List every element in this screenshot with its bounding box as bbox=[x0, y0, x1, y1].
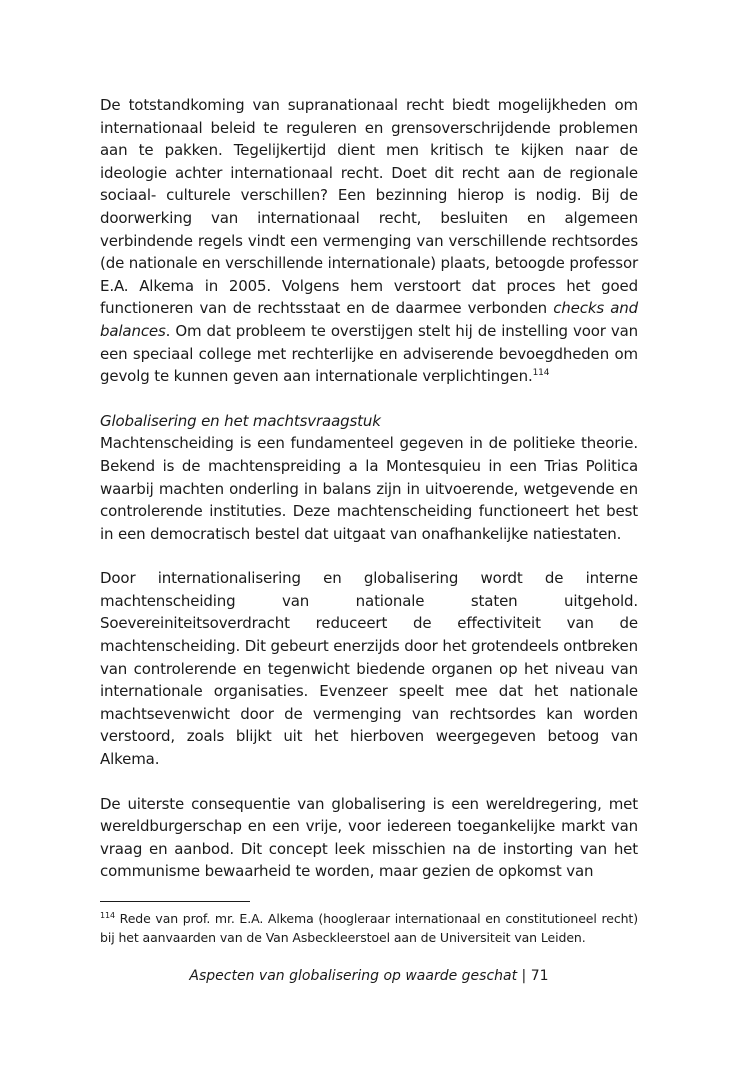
paragraph-world-government: De uiterste consequentie van globalisering is een wereldregering, met wereldburgerschap en een vrije, voor iedereen toegankelijke markt van vraag en aanbod. Dit concept leek misschien na de instorting van het communisme bewaarheid te worden, maar gezien de opkomst van bbox=[100, 794, 638, 881]
page-body bbox=[100, 94, 638, 883]
paragraph-separation-of-powers: Machtenscheiding is een fundamenteel gegeven in de politieke theorie. Bekend is de machtenspreiding a la Montesquieu in een Trias Politica waarbij machten onderling in balans zijn in uitvoerende, wetgevende en controlerende instituties. Deze machtenscheiding functioneert het best in een democratisch bestel dat uitgaat van onafhankelijke natiestaten. bbox=[100, 434, 638, 543]
footnote-number: 114 bbox=[100, 910, 115, 920]
running-title: Aspecten van globalisering op waarde geschat bbox=[189, 968, 518, 984]
paragraph-text-part-1: De totstandkoming van supranationaal recht biedt mogelijkheden om internationaal beleid te reguleren en grensoverschrijdende problemen aan te pakken. Tegelijkertijd dient men kritisch te kijken naar de ideologie achter internationaal recht. Doet dit recht aan de regionale sociaal- culturele verschillen? Een bezinning hierop is nodig. Bij de doorwerking van internationaal recht, besluiten en algemeen verbindende regels vindt een vermenging van verschillende rechtsordes (de nationale en verschillende internationale) plaats, betoogde professor E.A. Alkema in 2005. Volgens hem verstoort dat proces het goed functioneren van de rechtsstaat en de daarmee verbonden bbox=[100, 96, 638, 318]
paragraph-supranational-law bbox=[100, 94, 638, 388]
footnote bbox=[100, 910, 638, 947]
paragraph-spacer bbox=[100, 771, 638, 793]
footnote-divider bbox=[100, 901, 250, 902]
section-heading: Globalisering en het machtsvraagstuk bbox=[100, 411, 381, 430]
footnote-reference[interactable]: 114 bbox=[532, 368, 550, 379]
footnote-text: Rede van prof. mr. E.A. Alkema (hoogleraar internationaal en constitutioneel recht) bij het aanvaarden van de Van Asbeckleerstoel aan de Universiteit van Leiden. bbox=[100, 911, 638, 945]
paragraph-spacer bbox=[100, 545, 638, 567]
paragraph-internationalisation: Door internationalisering en globalisering wordt de interne machtenscheiding van nationale staten uitgehold. Soevereiniteitsoverdracht reduceert de effectiviteit van de machtenscheiding. Dit gebeurt enerzijds door het grotendeels ontbreken van controlerende en tegenwicht biedende organen op het niveau van internationale organisaties. Evenzeer speelt mee dat het nationale machtsevenwicht door de vermenging van rechtsordes kan worden verstoord, zoals blijkt uit het hierboven weergegeven betoog van Alkema. bbox=[100, 569, 638, 769]
page-number: 71 bbox=[530, 968, 549, 984]
paragraph-spacer bbox=[100, 388, 638, 410]
italic-checks-and-balances: checks and balances bbox=[100, 299, 638, 340]
paragraph-text-part-2: . Om dat probleem te overstijgen stelt hij de instelling voor van een speciaal college met rechterlijke en adviserende bevoegdheden om gevolg te kunnen geven aan internationale verplichtingen. bbox=[100, 321, 638, 386]
footer-separator: | bbox=[517, 968, 531, 984]
page-footer bbox=[100, 966, 638, 986]
